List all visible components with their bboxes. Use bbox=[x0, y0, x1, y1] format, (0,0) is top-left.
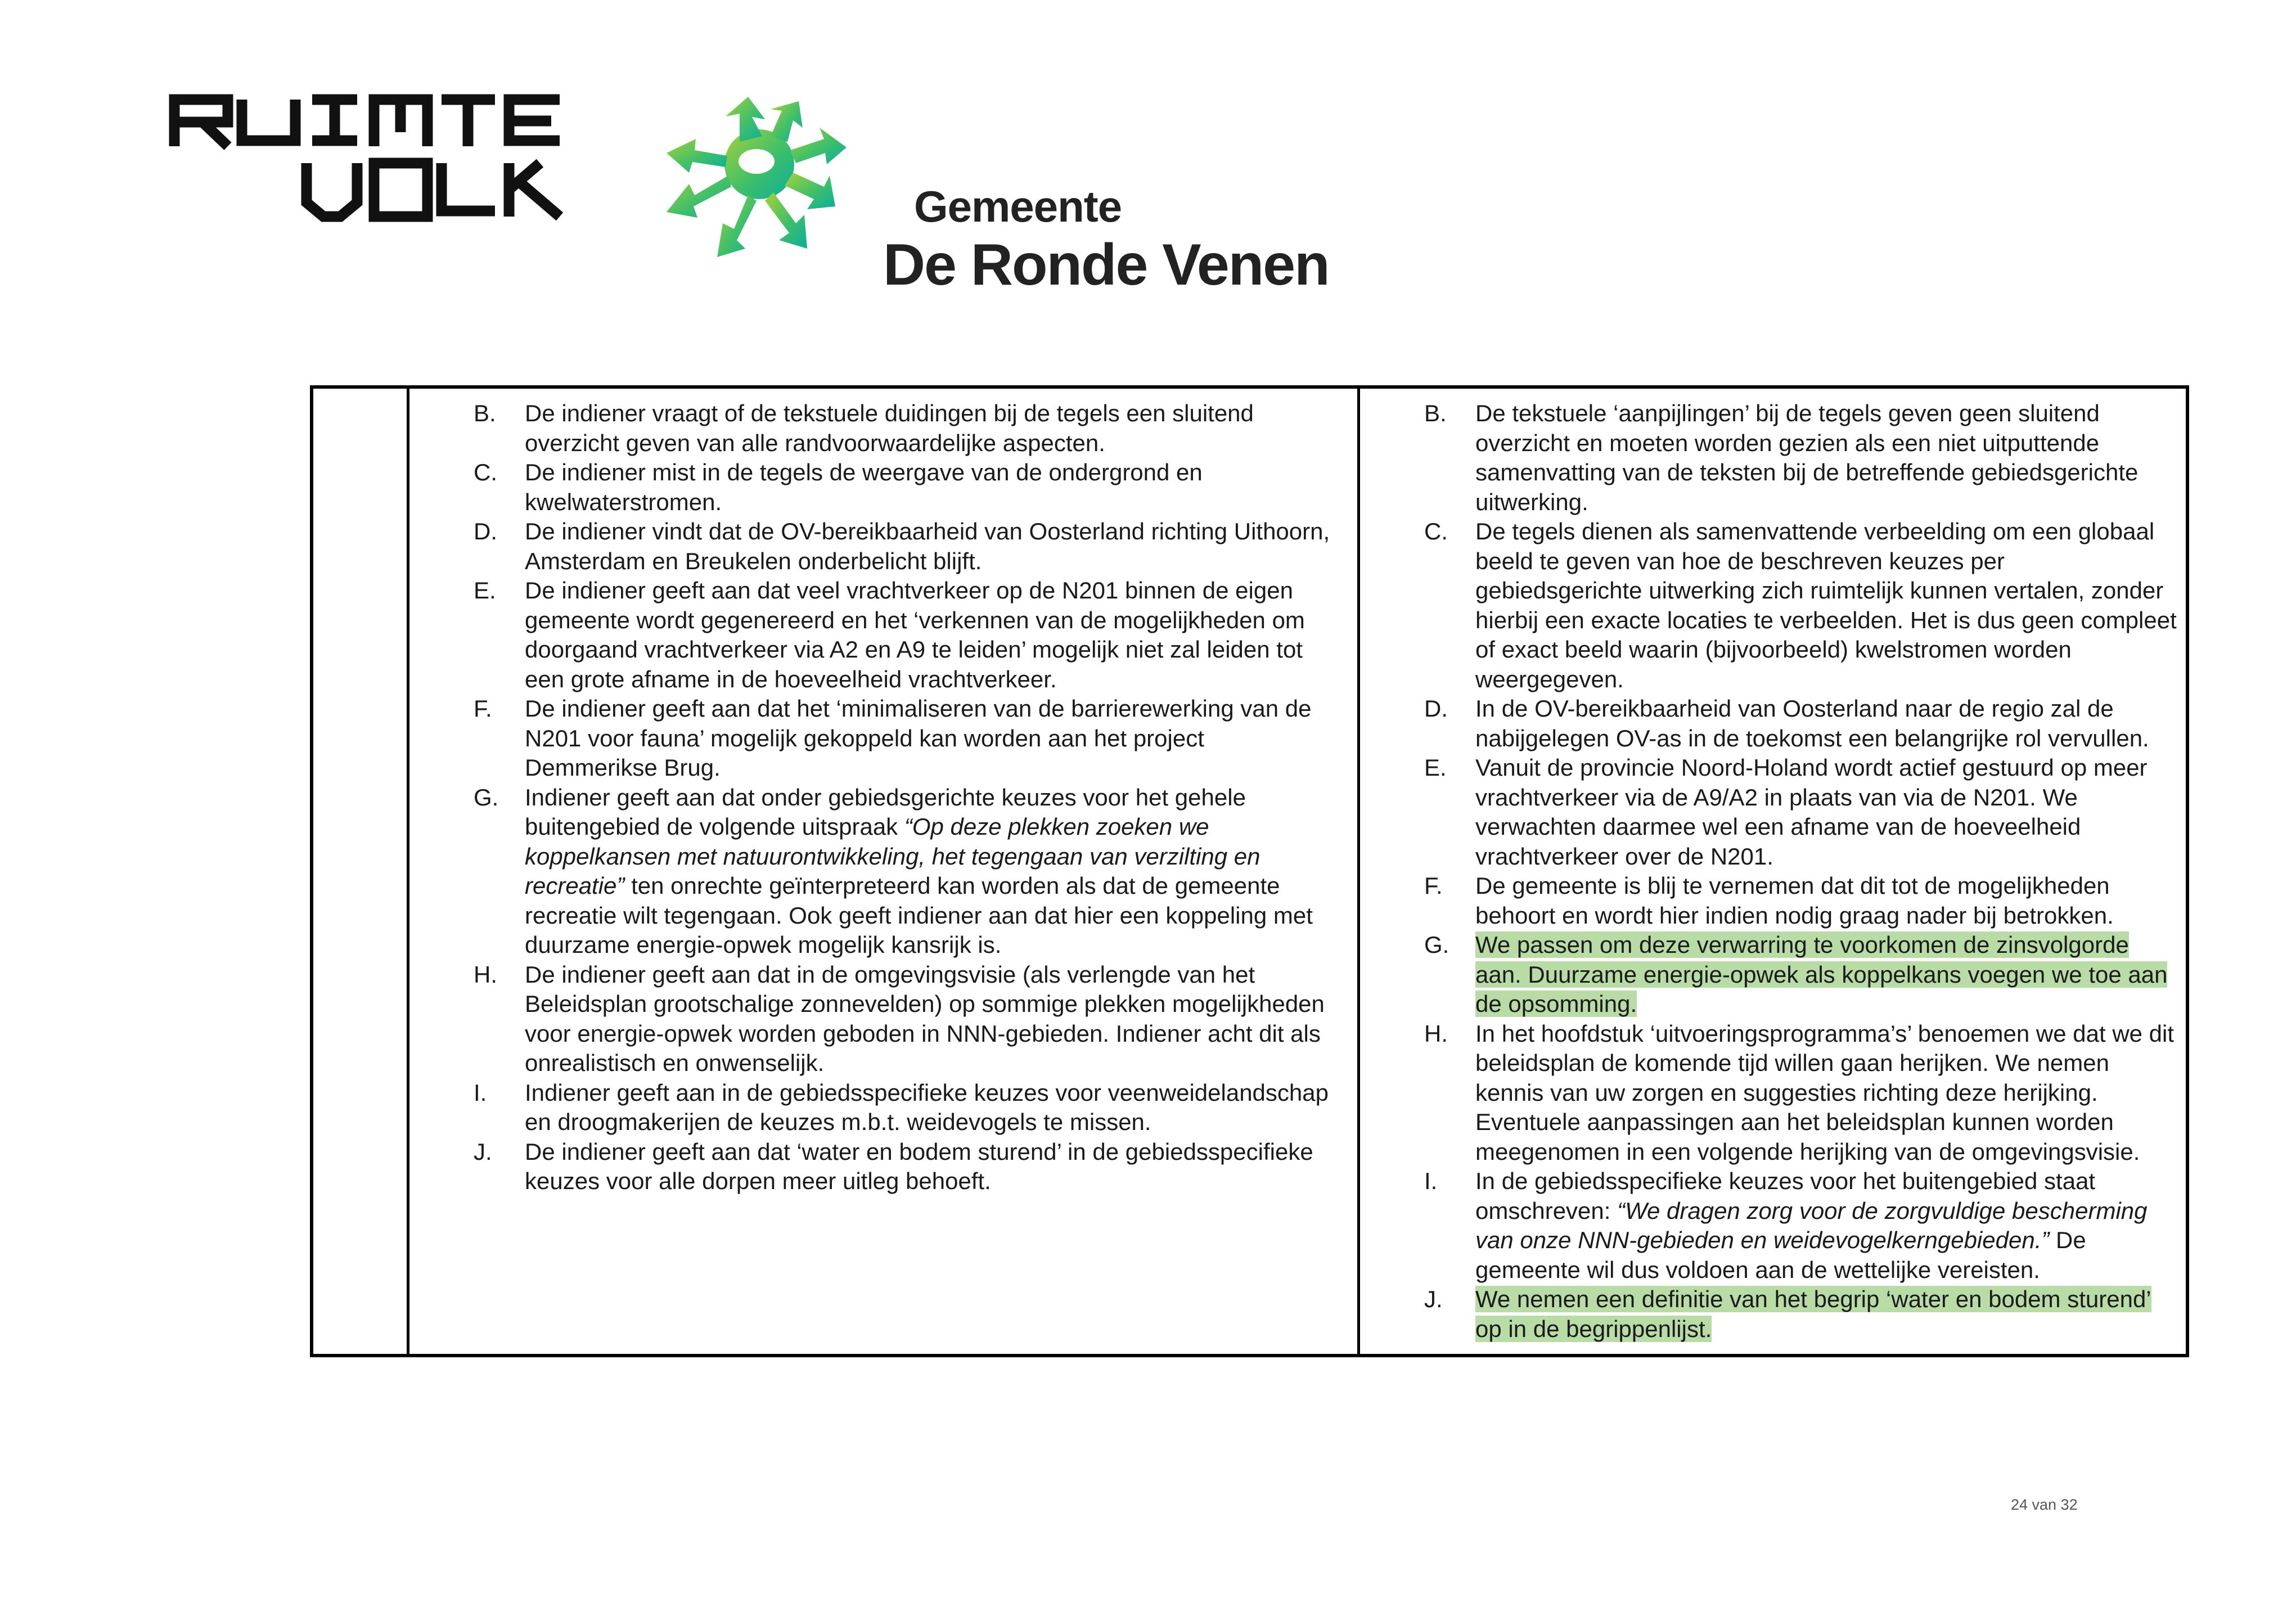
submission-item bbox=[474, 694, 1340, 783]
item-text bbox=[1475, 930, 2178, 1019]
gemeente-label: Gemeente bbox=[914, 182, 1122, 231]
text-segment: Vanuit de provincie Noord-Holand wordt actief gestuurd op meer vrachtverkeer via de A9/A2 in plaats van via de N201. We verwachten daarmee wel een afname van de hoeveelheid vrachtverkeer over de N201. bbox=[1475, 754, 2148, 870]
response-item bbox=[1424, 517, 2178, 694]
gemeente-star-icon bbox=[655, 97, 886, 260]
response-item bbox=[1424, 694, 2178, 753]
item-letter: C. bbox=[474, 459, 497, 485]
item-letter: C. bbox=[1424, 518, 1448, 544]
submission-item bbox=[474, 783, 1340, 960]
item-letter: J. bbox=[1424, 1286, 1443, 1312]
submission-column bbox=[474, 399, 1340, 1196]
item-letter: H. bbox=[1424, 1020, 1448, 1047]
text-segment: De indiener geeft aan dat in de omgevingsvisie (als verlengde van het Beleidsplan grootschalige zonnevelden) op sommige plekken mogelijkheden voor energie-opwek worden geboden in NNN-gebieden. Indiener acht dit als onrealistisch en onwenselijk. bbox=[525, 961, 1325, 1076]
item-text bbox=[1475, 517, 2178, 694]
item-letter: I. bbox=[474, 1079, 487, 1106]
quoted-text: “We dragen zorg voor de zorgvuldige bescherming van onze NNN-gebieden en weidevogelkerngebieden.” bbox=[1475, 1197, 2148, 1253]
highlighted-text: We nemen een definitie van het begrip ‘water en bodem sturend’ op in de begrippenlijst. bbox=[1475, 1286, 2151, 1342]
response-table bbox=[310, 385, 2189, 1357]
municipality-name: De Ronde Venen bbox=[883, 232, 1329, 298]
submission-item bbox=[474, 576, 1340, 694]
text-segment: De gemeente wil dus voldoen aan de wettelijke vereisten. bbox=[1475, 1227, 2086, 1283]
item-letter: E. bbox=[1424, 754, 1447, 781]
item-text bbox=[1475, 399, 2178, 517]
response-column bbox=[1424, 399, 2178, 1344]
text-segment: De indiener vraagt of de tekstuele duidingen bij de tegels een sluitend overzicht geven van alle randvoorwaardelijke aspecten. bbox=[525, 400, 1254, 456]
submission-item bbox=[474, 1078, 1340, 1137]
text-segment: De gemeente is blij te vernemen dat dit tot de mogelijkheden behoort en wordt hier indien nodig graag nader bij betrokken. bbox=[1475, 872, 2114, 929]
item-text bbox=[1475, 1167, 2178, 1285]
response-item bbox=[1424, 871, 2178, 930]
submission-item bbox=[474, 399, 1340, 458]
item-text bbox=[1475, 1285, 2178, 1344]
item-text bbox=[525, 960, 1340, 1078]
item-letter: I. bbox=[1424, 1168, 1438, 1194]
response-item bbox=[1424, 753, 2178, 871]
text-segment: De tekstuele ‘aanpijlingen’ bij de tegels geven geen sluitend overzicht en moeten worden gezien als een niet uitputtende samenvatting van de teksten bij de betreffende gebiedsgerichte uitwerking. bbox=[1475, 400, 2139, 515]
item-text bbox=[525, 694, 1340, 783]
table-divider-1 bbox=[407, 389, 409, 1354]
ruimtevolk-logo bbox=[169, 93, 565, 222]
item-letter: H. bbox=[474, 961, 497, 988]
response-item bbox=[1424, 1019, 2178, 1167]
item-letter: B. bbox=[474, 400, 496, 426]
page-number: 24 van 32 bbox=[2011, 1496, 2078, 1513]
item-text bbox=[525, 783, 1340, 960]
item-text bbox=[1475, 1019, 2178, 1167]
submission-item bbox=[474, 517, 1340, 576]
quoted-text: “Op deze plekken zoeken we koppelkansen met natuurontwikkeling, het tegengaan van verzilting en recreatie” bbox=[525, 813, 1260, 899]
table-divider-2 bbox=[1357, 389, 1360, 1354]
item-letter: F. bbox=[1424, 872, 1443, 899]
gemeente-de-ronde-venen-logo bbox=[655, 97, 1329, 299]
item-text bbox=[525, 576, 1340, 694]
text-segment: Indiener geeft aan dat onder gebiedsgerichte keuzes voor het gehele buitengebied de volgende uitspraak bbox=[525, 784, 1246, 840]
text-segment: De indiener mist in de tegels de weergave van de ondergrond en kwelwaterstromen. bbox=[525, 459, 1203, 515]
response-item bbox=[1424, 930, 2178, 1019]
item-letter: D. bbox=[474, 518, 497, 544]
response-item bbox=[1424, 1285, 2178, 1344]
text-segment: De tegels dienen als samenvattende verbeelding om een globaal beeld te geven van hoe de beschreven keuzes per gebiedsgerichte uitwerking zich ruimtelijk kunnen vertalen, zonder hierbij een exacte locaties te verbeelden. Het is dus geen compleet of exact beeld waarin (bijvoorbeeld) kwelstromen worden weergegeven. bbox=[1475, 518, 2177, 692]
response-item bbox=[1424, 399, 2178, 517]
item-text bbox=[525, 1137, 1340, 1196]
item-text bbox=[525, 517, 1340, 576]
text-segment: In de gebiedsspecifieke keuzes voor het buitengebied staat omschreven: bbox=[1475, 1168, 2096, 1224]
item-text bbox=[525, 458, 1340, 517]
text-segment: ten onrechte geïnterpreteerd kan worden als dat de gemeente recreatie wilt tegengaan. Ook geeft indiener aan dat hier een koppeling met duurzame energie-opwek mogelijk kansrijk is. bbox=[525, 872, 1313, 958]
highlighted-text: We passen om deze verwarring te voorkomen de zinsvolgorde aan. Duurzame energie-opwek als koppelkans voegen we toe aan de opsomming. bbox=[1475, 931, 2168, 1017]
response-item bbox=[1424, 1167, 2178, 1285]
text-segment: De indiener vindt dat de OV-bereikbaarheid van Oosterland richting Uithoorn, Amsterdam en Breukelen onderbelicht blijft. bbox=[525, 518, 1330, 574]
text-segment: De indiener geeft aan dat het ‘minimaliseren van de barrierewerking van de N201 voor fauna’ mogelijk gekoppeld kan worden aan het project Demmerikse Brug. bbox=[525, 695, 1312, 781]
submission-item bbox=[474, 1137, 1340, 1196]
item-text bbox=[525, 1078, 1340, 1137]
item-text bbox=[525, 399, 1340, 458]
submission-item bbox=[474, 458, 1340, 517]
text-segment: De indiener geeft aan dat veel vrachtverkeer op de N201 binnen de eigen gemeente wordt gegenereerd en het ‘verkennen van de mogelijkheden om doorgaand vrachtverkeer via A2 en A9 te leiden’ mogelijk niet zal leiden tot een grote afname in de hoeveelheid vrachtverkeer. bbox=[525, 577, 1305, 692]
text-segment: In het hoofdstuk ‘uitvoeringsprogramma’s’ benoemen we dat we dit beleidsplan de komende tijd willen gaan herijken. We nemen kennis van uw zorgen en suggesties richting deze herijking. Eventuele aanpassingen aan het beleidsplan kunnen worden meegenomen in een volgende herijking van de omgevingsvisie. bbox=[1475, 1020, 2175, 1165]
item-letter: G. bbox=[1424, 931, 1449, 958]
text-segment: In de OV-bereikbaarheid van Oosterland naar de regio zal de nabijgelegen OV-as in de toekomst een belangrijke rol vervullen. bbox=[1475, 695, 2149, 751]
item-text bbox=[1475, 871, 2178, 930]
submission-item bbox=[474, 960, 1340, 1078]
text-segment: De indiener geeft aan dat ‘water en bodem sturend’ in de gebiedsspecifieke keuzes voor alle dorpen meer uitleg behoeft. bbox=[525, 1138, 1313, 1194]
item-letter: E. bbox=[474, 577, 496, 604]
text-segment: Indiener geeft aan in de gebiedsspecifieke keuzes voor veenweidelandschap en droogmakerijen de keuzes m.b.t. weidevogels te missen. bbox=[525, 1079, 1329, 1135]
item-letter: G. bbox=[474, 784, 499, 811]
item-letter: B. bbox=[1424, 400, 1447, 426]
item-text bbox=[1475, 753, 2178, 871]
item-letter: D. bbox=[1424, 695, 1448, 722]
item-text bbox=[1475, 694, 2178, 753]
item-letter: J. bbox=[474, 1138, 492, 1165]
item-letter: F. bbox=[474, 695, 492, 722]
